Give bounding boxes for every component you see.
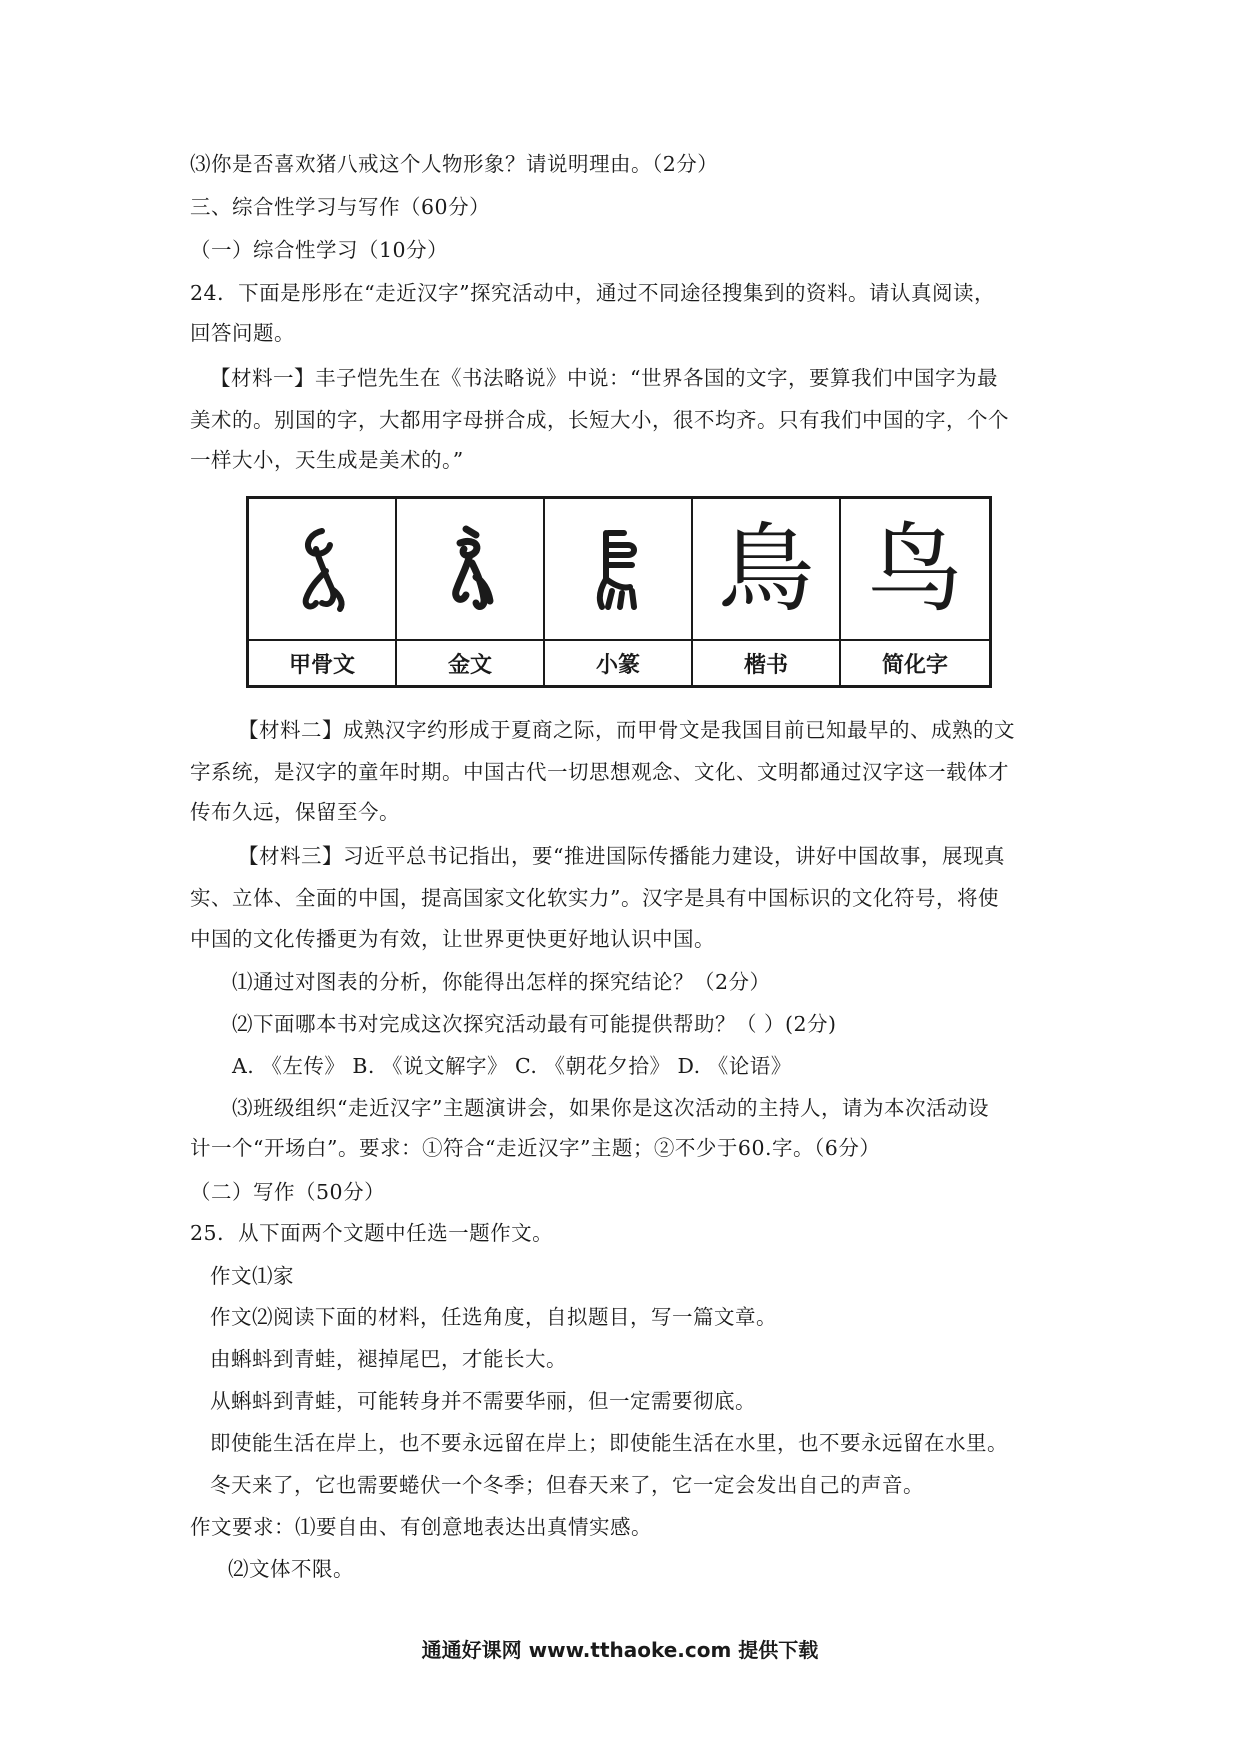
character-evolution-table — [246, 496, 992, 688]
label-oracle-bone: 甲骨文 — [249, 639, 397, 685]
question-24-2-options: A. 《左传》 B. 《说文解字》 C. 《朝花夕拾》 D. 《论语》 — [232, 1054, 792, 1078]
bronze-glyph — [397, 499, 545, 639]
question-24-3: ⑶班级组织“走近汉字”主题演讲会，如果你是这次活动的主持人，请为本次活动设 — [232, 1096, 989, 1120]
question-23-3: ⑶你是否喜欢猪八戒这个人物形象？请说明理由。（2分） — [190, 152, 719, 176]
question-24-stem: 24．下面是彤彤在“走近汉字”探究活动中，通过不同途径搜集到的资料。请认真阅读， — [190, 281, 996, 305]
material-two-line-1: 【材料二】成熟汉字约形成于夏商之际，而甲骨文是我国目前已知最早的、成熟的文 — [238, 718, 1015, 742]
label-seal: 小篆 — [545, 639, 693, 685]
question-24-1: ⑴通过对图表的分析，你能得出怎样的探究结论？（2分） — [232, 970, 771, 994]
material-three-line-2: 实、立体、全面的中国，提高国家文化软实力”。汉字是具有中国标识的文化符号，将使 — [190, 886, 999, 910]
question-24-3-cont: 计一个“开场白”。要求：①符合“走近汉字”主题；②不少于60.字。（6分） — [190, 1136, 881, 1160]
question-24-2: ⑵下面哪本书对完成这次探究活动最有可能提供帮助？（ ）(2分) — [232, 1012, 837, 1036]
label-simplified: 简化字 — [841, 639, 989, 685]
material-three-line-1: 【材料三】习近平总书记指出，要“推进国际传播能力建设，讲好中国故事，展现真 — [238, 844, 1005, 868]
regular-script-glyph — [693, 499, 841, 639]
material-two-line-2: 字系统，是汉字的童年时期。中国古代一切思想观念、文化、文明都通过汉字这一载体才 — [190, 760, 1009, 784]
essay-material-1: 由蝌蚪到青蛙，褪掉尾巴，才能长大。 — [210, 1347, 567, 1371]
seal-bird-icon — [578, 519, 658, 619]
material-two-line-3: 传布久远，保留至今。 — [190, 800, 400, 824]
label-bronze: 金文 — [397, 639, 545, 685]
essay-requirements: 作文要求：⑴要自由、有创意地表达出真情实感。 — [190, 1515, 652, 1539]
essay-material-2: 从蝌蚪到青蛙，可能转身并不需要华丽，但一定需要彻底。 — [210, 1389, 756, 1413]
question-25-stem: 25．从下面两个文题中任选一题作文。 — [190, 1221, 554, 1245]
regular-script-character: 鳥 — [718, 513, 814, 625]
essay-requirement-2: ⑵文体不限。 — [228, 1557, 354, 1581]
simplified-glyph — [841, 499, 989, 639]
material-three-line-3: 中国的文化传播更为有效，让世界更快更好地认识中国。 — [190, 927, 715, 951]
material-one-line-1: 【材料一】丰子恺先生在《书法略说》中说：“世界各国的文字，要算我们中国字为最 — [210, 366, 998, 390]
material-one-line-3: 一样大小，天生成是美术的。” — [190, 448, 464, 472]
oracle-bone-glyph — [249, 499, 397, 639]
essay-option-2: 作文⑵阅读下面的材料，任选角度，自拟题目，写一篇文章。 — [210, 1305, 777, 1329]
section-three-heading: 三、综合性学习与写作（60分） — [190, 195, 491, 219]
label-regular: 楷书 — [693, 639, 841, 685]
simplified-character: 鸟 — [867, 513, 963, 625]
seal-script-glyph — [545, 499, 693, 639]
essay-option-1: 作文⑴家 — [210, 1264, 294, 1288]
material-one-line-2: 美术的。别国的字，大都用字母拼合成，长短大小，很不均齐。只有我们中国的字，个个 — [190, 408, 1009, 432]
subsection-one-heading: （一）综合性学习（10分） — [190, 238, 449, 262]
question-24-stem-cont: 回答问题。 — [190, 321, 295, 345]
oracle-bone-bird-icon — [282, 519, 362, 619]
essay-material-3: 即使能生活在岸上，也不要永远留在岸上；即使能生活在水里，也不要永远留在水里。 — [210, 1431, 1008, 1455]
footer-source: 通通好课网 www.tthaoke.com 提供下载 — [421, 1638, 819, 1662]
bronze-bird-icon — [430, 519, 510, 619]
essay-material-4: 冬天来了，它也需要蜷伏一个冬季；但春天来了，它一定会发出自己的声音。 — [210, 1473, 924, 1497]
subsection-two-heading: （二）写作（50分） — [190, 1180, 386, 1204]
